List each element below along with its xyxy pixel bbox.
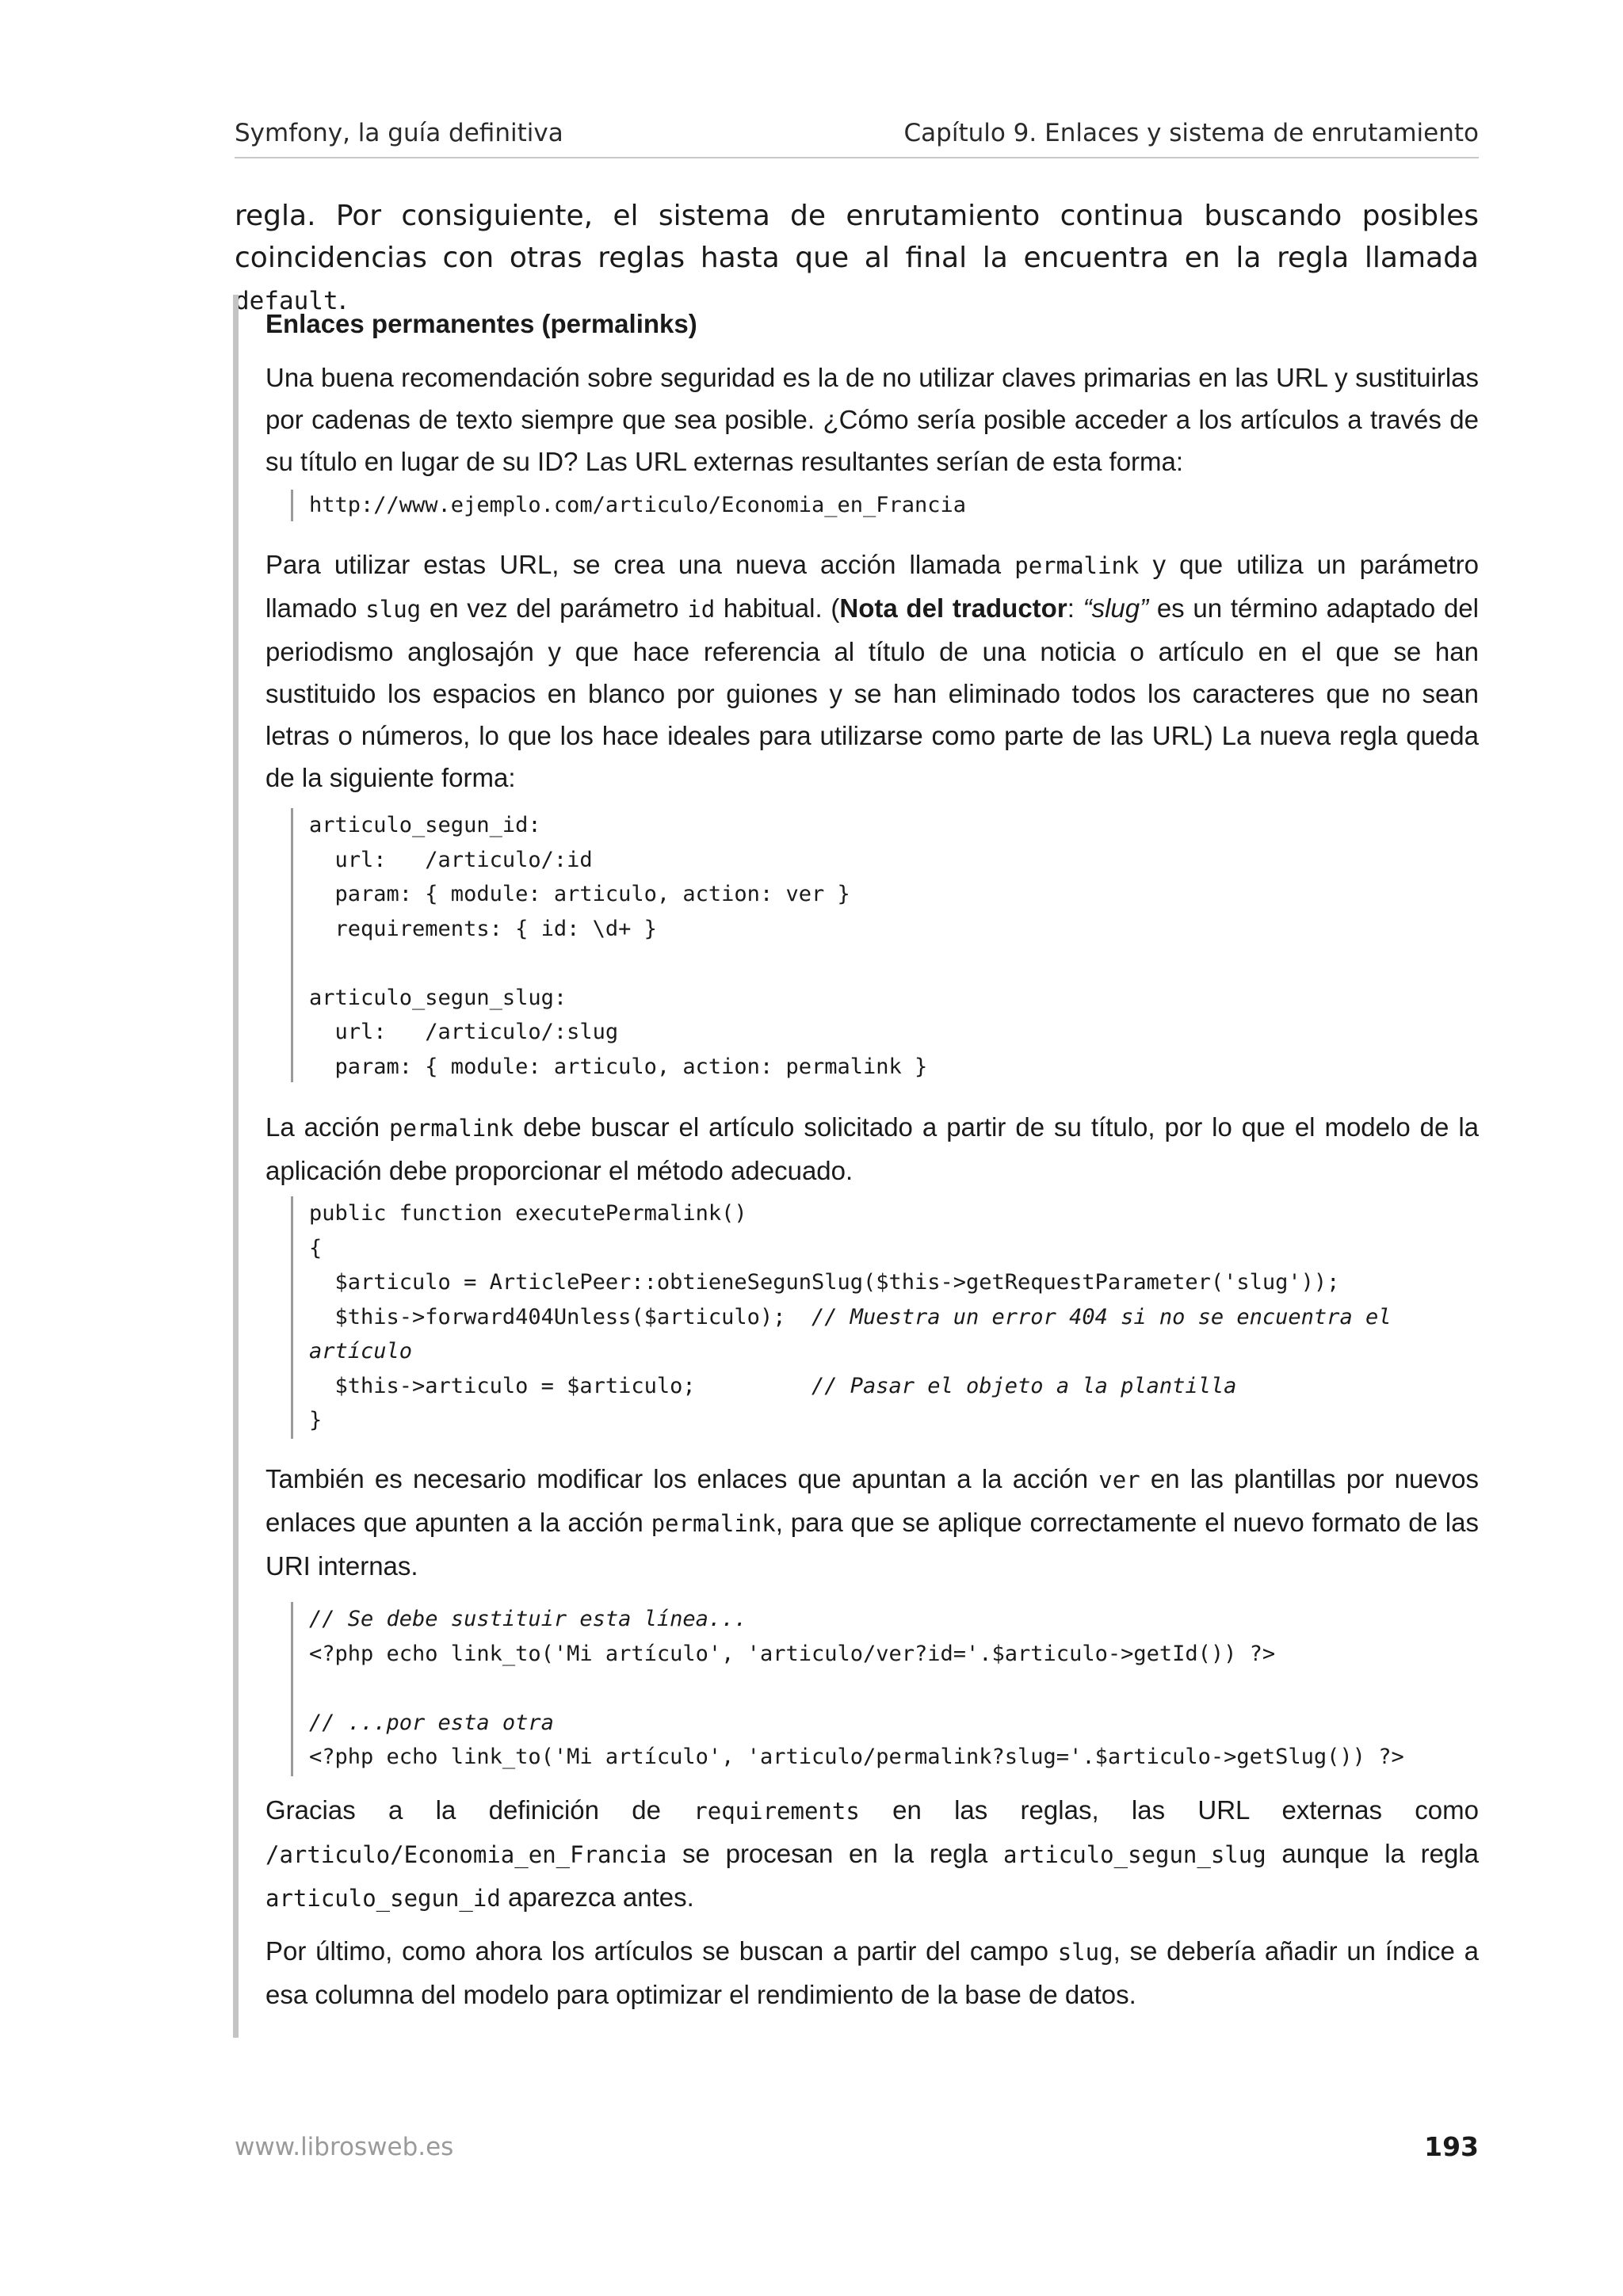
text: : [1067,593,1083,623]
book-title: Symfony, la guía definitiva [235,119,563,147]
text: , se debería añadir un índice a esa columna del modelo para optimizar el rendimiento de la base de datos. [265,1936,1479,2009]
code-line: } [309,1408,323,1432]
text: en las plantillas por nuevos enlaces que apunten a la acción [265,1464,1479,1537]
code-line [309,1369,1480,1404]
inline-code: permalink [389,1115,514,1142]
text: Por último, como ahora los artículos se buscan a partir del campo [265,1936,1058,1966]
code-block-url: http://www.ejemplo.com/articulo/Economia_en_Francia [291,490,1480,521]
text: Para utilizar estas URL, se crea una nueva acción llamada [265,550,1015,579]
inline-code: articulo_segun_id [265,1885,501,1912]
code-line [309,1300,1480,1335]
inline-code: id [687,596,716,623]
text: habitual. ( [715,593,840,623]
code-comment: // Pasar el objeto a la plantilla [811,1373,1237,1398]
text: Gracias a la definición de [265,1795,694,1825]
lead-text-end: . [338,284,348,316]
note-paragraph-6 [265,1930,1479,2016]
text: aunque la regla [1266,1839,1479,1868]
inline-code: ver [1098,1466,1140,1493]
inline-code: default [235,287,338,315]
code-block-action [291,1196,1480,1439]
text: es un término adaptado del periodismo anglosajón y que hace referencia al título de una noticia o artículo en el que se han sustituido los espacios en blanco por guiones y se han eliminado todos los caracteres que no sean letras o números, lo que los hace ideales para utilizarse como parte de las URL) La nueva regla queda de la siguiente forma: [265,593,1479,792]
code-text: $this->articulo = $articulo; [309,1373,812,1398]
text: , para que se aplique correctamente el nuevo formato de las URI internas. [265,1508,1479,1581]
lead-text: regla. Por consiguiente, el sistema de enrutamiento continua buscando posibles coincidencias con otras reglas hasta que al final la encuentra en la regla llamada [235,200,1479,274]
note-paragraph-3 [265,1106,1479,1192]
code-line [309,1671,1480,1706]
code-text: $this->forward404Unless($articulo); [309,1304,812,1329]
note-title: Enlaces permanentes (permalinks) [265,309,697,338]
text: aparezca antes. [500,1882,694,1912]
code-line: <?php echo link_to('Mi artículo', 'articulo/ver?id='.$articulo->getId()) ?> [309,1641,1276,1666]
text: en las reglas, las URL externas como [859,1795,1479,1825]
code-line: <?php echo link_to('Mi artículo', 'articulo/permalink?slug='.$articulo->getSlug()) ?> [309,1745,1404,1769]
text: También es necesario modificar los enlaces que apuntan a la acción [265,1464,1099,1493]
inline-code: slug [1057,1939,1113,1966]
code-line: $articulo = ArticlePeer::obtieneSegunSlug($this->getRequestParameter('slug')); [309,1270,1340,1295]
code-comment: // Se debe sustituir esta línea... [309,1607,747,1631]
inline-code: permalink [651,1510,776,1537]
text: en vez del parámetro [421,593,688,623]
note-box [233,295,1479,2038]
inline-code: articulo_segun_slug [1002,1841,1266,1868]
inline-code: slug [365,596,422,623]
code-block-template [291,1602,1480,1776]
bold-text: Nota del traductor [839,593,1067,623]
italic-text: “slug” [1083,593,1149,623]
page-number: 193 [1424,2131,1479,2162]
text: se procesan en la regla [666,1839,1003,1868]
note-paragraph-5 [265,1789,1479,1920]
code-block-routing: articulo_segun_id: url: /articulo/:id param: { module: articulo, action: ver } requirements: { id: \d+ } articulo_segun_slug: url: /articulo/:slug param: { module: articulo, action: permalink } [291,808,1480,1082]
code-comment: // ...por esta otra [309,1710,554,1735]
running-header [235,119,1479,158]
text: y que utiliza un parámetro llamado [265,550,1479,623]
note-paragraph-4 [265,1458,1479,1587]
chapter-title: Capítulo 9. Enlaces y sistema de enrutamiento [903,119,1479,147]
text: La acción [265,1112,390,1142]
inline-code: requirements [693,1798,860,1825]
code-comment: // Muestra un error 404 si no se encuentra el [811,1304,1392,1329]
footer-url: www.librosweb.es [235,2133,454,2161]
note-paragraph-2 [265,543,1479,799]
code-line: { [309,1235,323,1261]
code-comment: artículo [309,1339,413,1363]
inline-code: permalink [1014,552,1140,579]
code-line: public function executePermalink() [309,1201,747,1226]
text: debe buscar el artículo solicitado a partir de su título, por lo que el modelo de la aplicación debe proporcionar el método adecuado. [265,1112,1480,1185]
note-paragraph-1: Una buena recomendación sobre seguridad es la de no utilizar claves primarias en las URL y sustituirlas por cadenas de texto siempre que sea posible. ¿Cómo sería posible acceder a los artículos a través de su título en lugar de su ID? Las URL externas resultantes serían de esta forma: [265,363,1479,476]
inline-code: /articulo/Economia_en_Francia [265,1841,667,1868]
